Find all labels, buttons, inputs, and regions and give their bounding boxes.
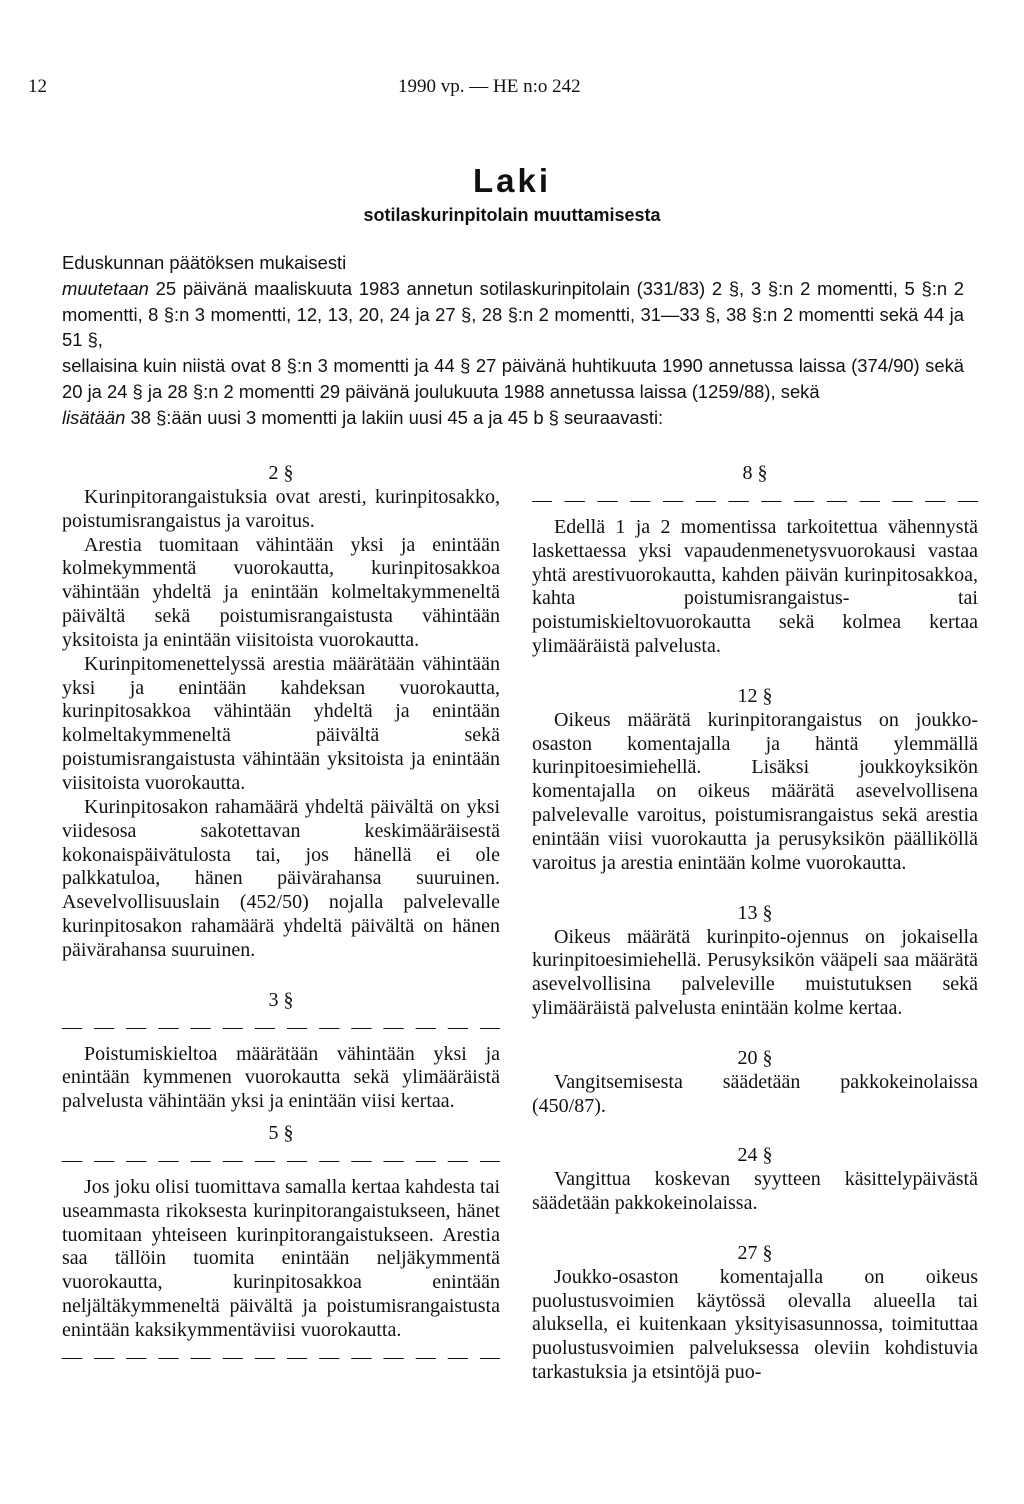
- section-5-paragraph-1: Jos joku olisi tuomittava samalla kertaa kahdesta tai useammasta rikoksesta kurinpitorangaistukseen, hänet tuomitaan yhteiseen kurinpitorangaistukseen. Arestia saa tällöin tuomita enintään neljäkymmentä vuorokautta, kurinpitosakkoa enintään neljältäkymmeneltä päivältä ja poistumisrangaistusta enintään kaksikymmentäviisi vuorokautta.: [62, 1175, 501, 1341]
- intro-lisataan-word: lisätään: [62, 406, 126, 428]
- section-27-paragraph-1: Joukko-osaston komentajalla on oikeus puolustusvoimien käytössä olevalla alueella tai aluksella, ei kuitenkaan yksityisasunnossa, toimituttaa puolustusvoimien palveluksessa oleviin kohdistuvia tarkastuksia ja etsintöjä puo-: [532, 1265, 978, 1384]
- page-number: 12: [28, 76, 47, 97]
- right-column: [532, 462, 978, 1385]
- section-12-paragraph-1: Oikeus määrätä kurinpitorangaistus on joukko-osaston komentajalla ja häntä ylemmällä kurinpitoesimiehellä. Lisäksi joukkoyksikön komentajalla on oikeus määrätä asevelvollisena palvelevalle varoitus, poistumisrangaistus sekä arestia enintään viisi vuorokautta ja perusyksikön päälliköllä varoitus ja arestia enintään kolme vuorokautta.: [532, 708, 978, 874]
- law-title: Laki: [472, 162, 552, 199]
- section-13-heading: 13 §: [737, 901, 773, 924]
- section-13-paragraph-1: Oikeus määrätä kurinpito-ojennus on jokaisella kurinpitoesimiehellä. Perusyksikön vääpeli saa määrätä asevelvollisina palveleville muistutuksen sekä ylimääräistä palvelusta enintään kolme kertaa.: [532, 925, 978, 1020]
- section-2-paragraph-4: Kurinpitosakon rahamäärä yhdeltä päivältä on yksi viidesosa sakotettavan keskimääräisestä kokonaispäivätulosta tai, jos hänellä ei ole palkkatuloa, hänen päivärahansa suuruinen. Asevelvollisuuslain (452/50) nojalla palvelevalle kurinpitosakon rahamäärä yhdeltä päivältä on hänen päivärahansa suuruinen.: [62, 795, 500, 961]
- law-subtitle: sotilaskurinpitolain muuttamisesta: [363, 205, 661, 225]
- section-3-paragraph-1: Poistumiskieltoa määrätään vähintään yksi ja enintään kymmenen vuorokautta sekä ylimääräistä palvelusta vähintään yksi ja enintään viisi kertaa.: [62, 1042, 500, 1113]
- intro-enacting-line: Eduskunnan päätöksen mukaisesti: [62, 252, 347, 273]
- intro-muutetaan-word: muutetaan: [62, 277, 149, 299]
- section-24-paragraph-1: Vangittua koskevan syytteen käsittelypäivästä säädetään pakkokeinolaissa.: [532, 1168, 978, 1215]
- section-5-heading: 5 §: [268, 1122, 294, 1145]
- section-2-paragraph-3: Kurinpitomenettelyssä arestia määrätään vähintään yksi ja enintään kahdeksan vuorokautta, kurinpitosakkoa vähintään yhdeltä ja enintään kolmeltakymmeneltä päivältä sekä poistumisrangaistusta vähintään yksitoista ja enintään viisitoista vuorokautta.: [62, 652, 500, 794]
- section-5-omission-dashes-end: — — — — — — — — — — — — — —: [62, 1345, 500, 1368]
- section-20-paragraph-1: Vangitsemisesta säädetään pakkokeinolaissa (450/87).: [532, 1070, 978, 1117]
- left-column: [62, 462, 500, 1373]
- intro-muutetaan: [62, 276, 964, 353]
- section-8-omission-dashes: — — — — — — — — — — — — — —: [532, 488, 978, 511]
- intro-lisataan-text: 38 §:ään uusi 3 momentti ja lakiin uusi 45 a ja 45 b § seuraavasti:: [130, 406, 664, 428]
- section-24-heading: 24 §: [737, 1144, 773, 1167]
- running-title: 1990 vp. — HE n:o 242: [398, 76, 581, 97]
- intro-block: [62, 250, 964, 431]
- section-2-heading: 2 §: [268, 462, 294, 484]
- section-3-heading: 3 §: [268, 988, 294, 1011]
- intro-muutetaan-text: 25 päivänä maaliskuuta 1983 annetun sotilaskurinpitolain (331/83) 2 §, 3 §:n 2 momentti, 5 §:n 2 momentti, 8 §:n 3 momentti, 12, 13, 20, 24 ja 27 §, 28 §:n 2 momentti, 31—33 §, 38 §:n 2 momentti sekä 44 ja 51 §,: [62, 277, 964, 351]
- section-8-paragraph-1: Edellä 1 ja 2 momentissa tarkoitettua vähennystä laskettaessa yksi vapaudenmenetysvuorokausi vastaa yhtä arestivuorokautta, kahden päivän kurinpitosakkoa, kahta poistumisrangaistus- tai poistumiskieltovuorokautta sekä kolmea kertaa ylimääräistä palvelusta.: [532, 515, 978, 658]
- section-2-paragraph-2: Arestia tuomitaan vähintään yksi ja enintään kolmekymmentä vuorokautta, kurinpitosakkoa vähintään yhdeltä ja enintään kolmeltakymmeneltä päivältä sekä poistumisrangaistusta vähintään yksitoista ja enintään viisitoista vuorokautta.: [62, 533, 500, 651]
- section-2-paragraph-1: Kurinpitorangaistuksia ovat aresti, kurinpitosakko, poistumisrangaistus ja varoitus.: [62, 485, 500, 532]
- section-20-heading: 20 §: [737, 1046, 773, 1069]
- intro-lisataan: [62, 405, 964, 431]
- section-5-omission-dashes: — — — — — — — — — — — — — —: [62, 1148, 500, 1171]
- section-27-heading: 27 §: [737, 1241, 773, 1264]
- section-12-heading: 12 §: [737, 684, 773, 707]
- intro-sellaisina: sellaisina kuin niistä ovat 8 §:n 3 momentti ja 44 § 27 päivänä huhtikuuta 1990 annetussa laissa (374/90) sekä 20 ja 24 § ja 28 §:n 2 momentti 29 päivänä joulukuuta 1988 annetussa laissa (1259/88), sekä: [62, 355, 964, 402]
- section-3-omission-dashes: — — — — — — — — — — — — — —: [62, 1015, 500, 1038]
- section-8-heading: 8 §: [742, 462, 768, 484]
